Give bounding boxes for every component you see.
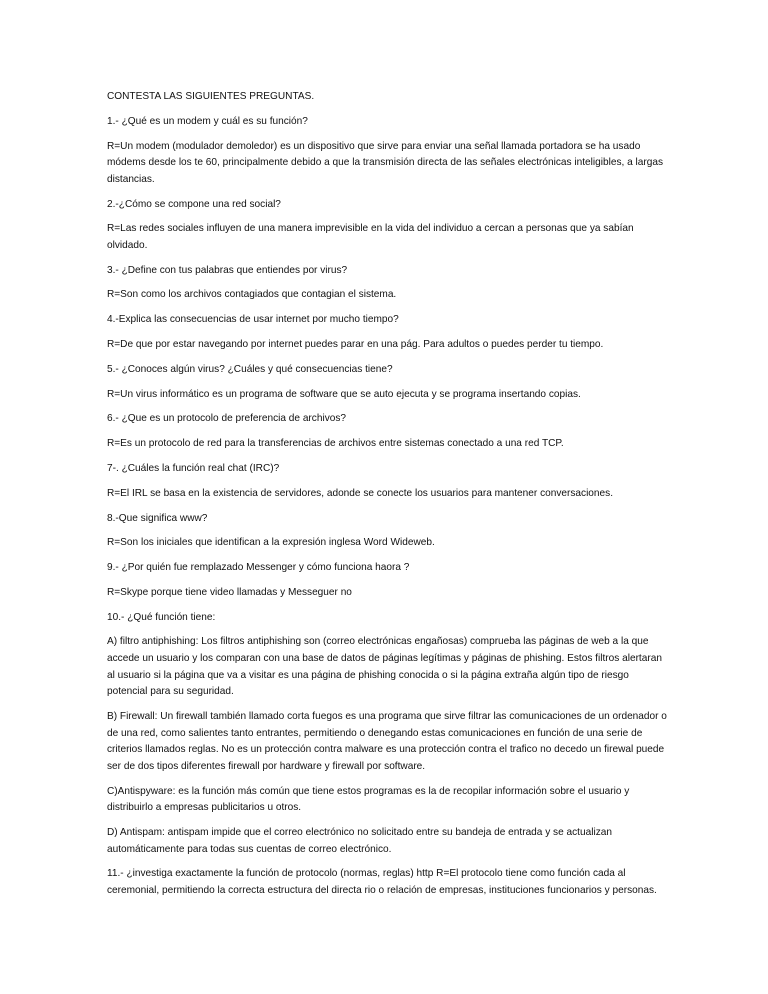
answer-2: R=Las redes sociales influyen de una manera imprevisible en la vida del individuo a cercan a personas que ya sabían olvidado.: [107, 223, 634, 251]
question-3: 3.- ¿Define con tus palabras que entiendes por virus?: [107, 264, 348, 276]
answer-6: R=Es un protocolo de red para la transferencias de archivos entre sistemas conectado a una red TCP.: [107, 438, 564, 450]
question-6: 6.- ¿Que es un protocolo de preferencia de archivos?: [107, 413, 347, 425]
question-4: 4.-Explica las consecuencias de usar internet por mucho tiempo?: [107, 314, 399, 326]
answer-5: R=Un virus informático es un programa de software que se auto ejecuta y se programa insertando copias.: [107, 388, 581, 400]
answer-10-c: C)Antispyware: es la función más común que tiene estos programas es la de recopilar información sobre el usuario y distribuirlo a empresas publicitarios u otros.: [107, 785, 630, 814]
document-heading: CONTESTA LAS SIGUIENTES PREGUNTAS.: [107, 91, 315, 102]
answer-1: R=Un modem (modulador demoledor) es un dispositivo que sirve para enviar una señal llamada portadora se ha usado módems desde los te 60, principalmente debido a que la transmisión directa de las señales electrónicas inteligibles, a largas distancias.: [107, 140, 664, 185]
question-11: 11.- ¿investiga exactamente la función de protocolo (normas, reglas) http R=El protocolo tiene como función cada al ceremonial, permitiendo la correcta estructura del directa rio o relación de empresas, instituciones funcionarios y personas.: [107, 868, 657, 896]
answer-3: R=Son como los archivos contagiados que contagian el sistema.: [107, 289, 397, 301]
question-1: 1.- ¿Qué es un modem y cuál es su función?: [107, 115, 308, 127]
answer-8: R=Son los iniciales que identifican a la expresión inglesa Word Wideweb.: [107, 537, 435, 549]
question-8: 8.-Que significa www?: [107, 512, 208, 524]
document-page: [107, 89, 667, 908]
answer-9: R=Skype porque tiene video llamadas y Messeguer no: [107, 586, 352, 598]
answer-7: R=El IRL se basa en la existencia de servidores, adonde se conecte los usuarios para mantener conversaciones.: [107, 487, 614, 499]
question-2: 2.-¿Cómo se compone una red social?: [107, 198, 281, 210]
question-5: 5.- ¿Conoces algún virus? ¿Cuáles y qué consecuencias tiene?: [107, 363, 393, 375]
answer-10-a: A) filtro antiphishing: Los filtros antiphishing son (correo electrónicas engañosas) comprueba las páginas de web a la que accede un usuario y los comparan con una base de datos de páginas legítimas y páginas de phishing. Estos filtros alertaran al usuario si la página que va a visitar es una página de phishing conocida o si la página extraña algún tipo de riesgo potencial para su seguridad.: [107, 636, 662, 698]
question-10: 10.- ¿Qué función tiene:: [107, 611, 216, 623]
question-9: 9.- ¿Por quién fue remplazado Messenger y cómo funciona haora ?: [107, 562, 410, 574]
answer-4: R=De que por estar navegando por internet puedes parar en una pág. Para adultos o puedes perder tu tiempo.: [107, 339, 604, 351]
answer-10-d: D) Antispam: antispam impide que el correo electrónico no solicitado entre su bandeja de entrada y se actualizan automáticamente para todas sus cuentas de correo electrónico.: [107, 826, 612, 855]
answer-10-b: B) Firewall: Un firewall también llamado corta fuegos es una programa que sirve filtrar las comunicaciones de un ordenador o de una red, como salientes tanto entrantes, permitiendo o denegando estas comunicaciones en función de una serie de criterios llamados reglas. No es un protección contra malware es una protección contra el trafico no decedo un firewal puede ser de dos tipos diferentes firewall por hardware y firewall por software.: [107, 710, 667, 772]
question-7: 7-. ¿Cuáles la función real chat (IRC)?: [107, 462, 280, 474]
